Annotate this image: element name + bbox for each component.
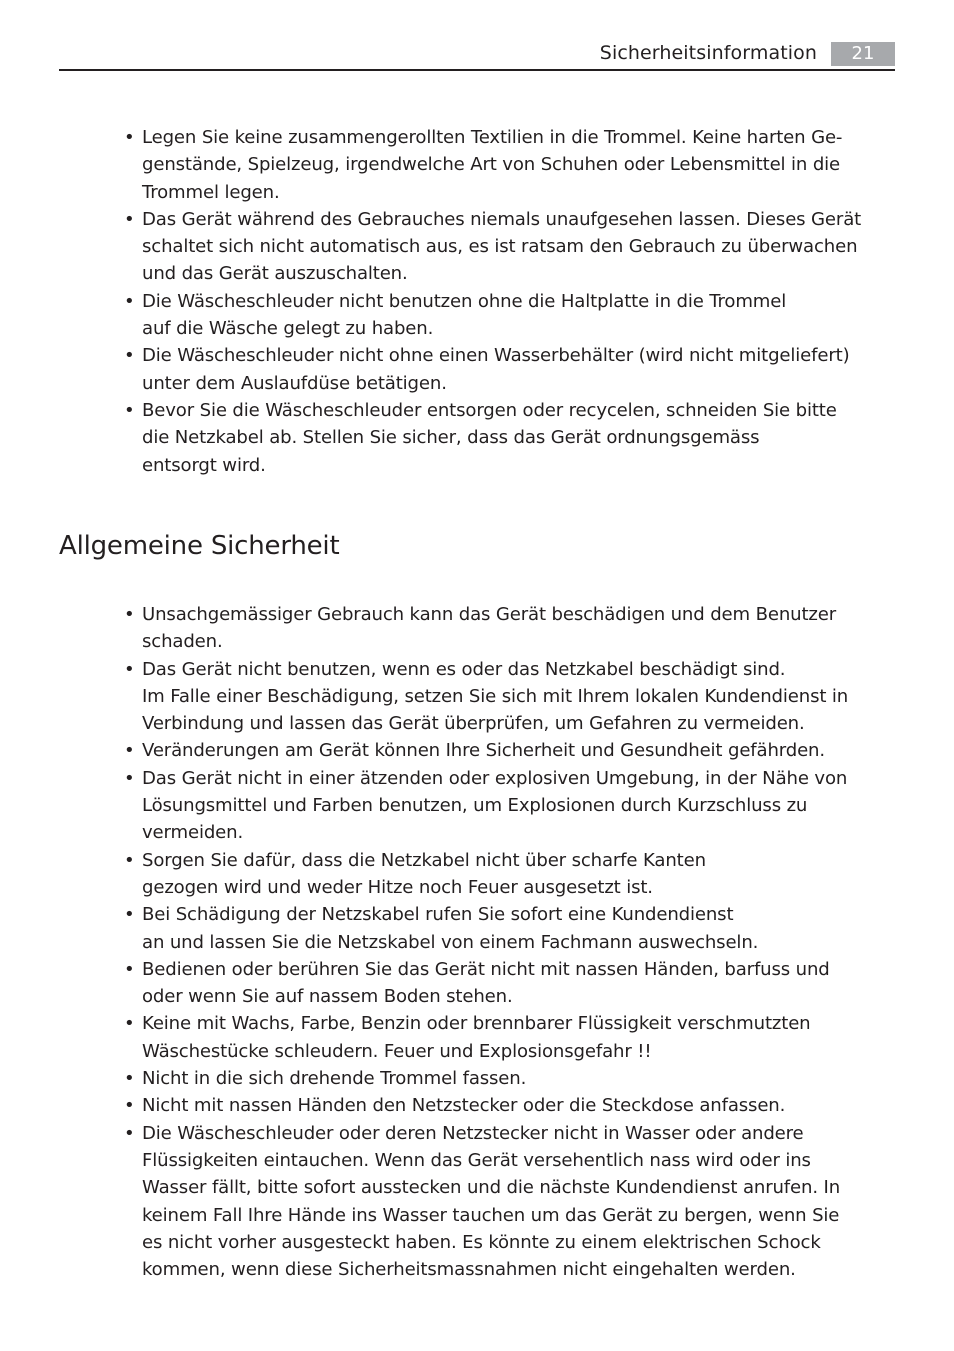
list-item — [124, 1120, 914, 1284]
bullet-marker: • — [124, 127, 135, 148]
list-item-text: Keine mit Wachs, Farbe, Benzin oder brennbarer Flüssigkeit verschmutzten Wäschestücke schleudern. Feuer und Explosionsgefahr !! — [142, 1013, 811, 1062]
list-item-text: Bei Schädigung der Netzskabel rufen Sie sofort eine Kundendienst an und lassen Sie die Netzskabel von einem Fachmann auswechseln. — [142, 904, 759, 953]
list-item-text: Bevor Sie die Wäscheschleuder entsorgen oder recycelen, schneiden Sie bitte die Netzkabel ab. Stellen Sie sicher, dass das Gerät ordnungsgemäss entsorgt wird. — [142, 399, 837, 476]
list-item-text: Das Gerät nicht in einer ätzenden oder explosiven Umgebung, in der Nähe von Lösungsmittel und Farben benutzen, um Explosionen durch Kurzschluss zu vermeiden. — [142, 767, 848, 844]
list-item — [124, 288, 914, 343]
list-item-text: Nicht in die sich drehende Trommel fassen. — [142, 1068, 527, 1090]
list-item — [124, 656, 914, 738]
bullet-marker: • — [124, 290, 135, 312]
list-item-text: Nicht mit nassen Händen den Netzstecker oder die Steckdose anfassen. — [142, 1095, 786, 1117]
list-item-text: Das Gerät nicht benutzen, wenn es oder das Netzkabel beschädigt sind. Im Falle einer Beschädigung, setzen Sie sich mit Ihrem lokalen Kundendienst in Verbindung und lassen das Gerät überprüfen, um Gefahren zu vermeiden. — [142, 658, 849, 735]
bullet-marker: • — [124, 604, 135, 625]
list-item-text: Die Wäscheschleuder nicht ohne einen Wasserbehälter (wird nicht mitgeliefert) unter dem Auslaufdüse betätigen. — [142, 345, 850, 394]
list-item-text: Die Wäscheschleuder nicht benutzen ohne die Haltplatte in die Trommel auf die Wäsche gelegt zu haben. — [142, 290, 787, 340]
list-item-text: Die Wäscheschleuder oder deren Netzstecker nicht in Wasser oder andere Flüssigkeiten eintauchen. Wenn das Gerät versehentlich nass wird oder ins Wasser fällt, bitte sofort ausstecken und die nächste Kundendienst anrufen. In keinem Fall Ihre Hände ins Wasser tauchen um das Gerät zu bergen, wenn Sie es nicht vorher ausgesteckt haben. Es könnte zu einem elektrischen Schock kommen, wenn diese Sicherheitsmassnahmen nicht eingehalten werden. — [142, 1122, 841, 1281]
list-item — [124, 601, 914, 656]
list-item-text: Unsachgemässiger Gebrauch kann das Gerät beschädigen und dem Benutzer schaden. — [142, 604, 837, 653]
bullet-marker: • — [124, 658, 135, 680]
header-title: Sicherheitsinformation — [599, 42, 817, 64]
bullet-marker: • — [124, 1095, 135, 1117]
list-item — [124, 1010, 914, 1065]
list-item — [124, 765, 914, 847]
bullet-marker: • — [124, 1013, 135, 1035]
list-item — [124, 847, 914, 902]
bullet-marker: • — [124, 958, 135, 980]
bullet-marker: • — [124, 208, 135, 230]
list-item — [124, 124, 914, 206]
bullet-marker: • — [124, 345, 135, 367]
page-number: 21 — [831, 42, 895, 66]
bullet-marker: • — [124, 1068, 135, 1090]
page-header — [59, 40, 895, 71]
safety-list-1 — [124, 124, 914, 479]
list-item — [124, 397, 914, 479]
list-item — [124, 206, 914, 288]
list-item-text: Das Gerät während des Gebrauches niemals unaufgesehen lassen. Dieses Gerät schaltet sich nicht automatisch aus, es ist ratsam den Gebrauch zu überwachen und das Gerät auszuschalten. — [142, 208, 862, 285]
list-item — [124, 737, 914, 764]
list-item — [124, 342, 914, 397]
bullet-marker: • — [124, 767, 135, 789]
bullet-marker: • — [124, 399, 135, 421]
list-item-text: Bedienen oder berühren Sie das Gerät nicht mit nassen Händen, barfuss und oder wenn Sie auf nassem Boden stehen. — [142, 958, 830, 1008]
safety-list-2 — [124, 601, 914, 1283]
bullet-marker: • — [124, 904, 135, 926]
list-item-text: Sorgen Sie dafür, dass die Netzkabel nicht über scharfe Kanten gezogen wird und weder Hitze noch Feuer ausgesetzt ist. — [142, 849, 706, 898]
list-item — [124, 956, 914, 1011]
bullet-marker: • — [124, 849, 135, 871]
list-item-text: Legen Sie keine zusammengerollten Textilien in die Trommel. Keine harten Ge- genstände, Spielzeug, irgendwelche Art von Schuhen oder Lebensmittel in die Trommel legen. — [142, 127, 843, 203]
list-item — [124, 1092, 914, 1119]
list-item — [124, 901, 914, 956]
bullet-marker: • — [124, 740, 135, 762]
section-title: Allgemeine Sicherheit — [59, 531, 340, 561]
bullet-marker: • — [124, 1122, 135, 1144]
list-item — [124, 1065, 914, 1092]
list-item-text: Veränderungen am Gerät können Ihre Sicherheit und Gesundheit gefährden. — [142, 740, 825, 762]
